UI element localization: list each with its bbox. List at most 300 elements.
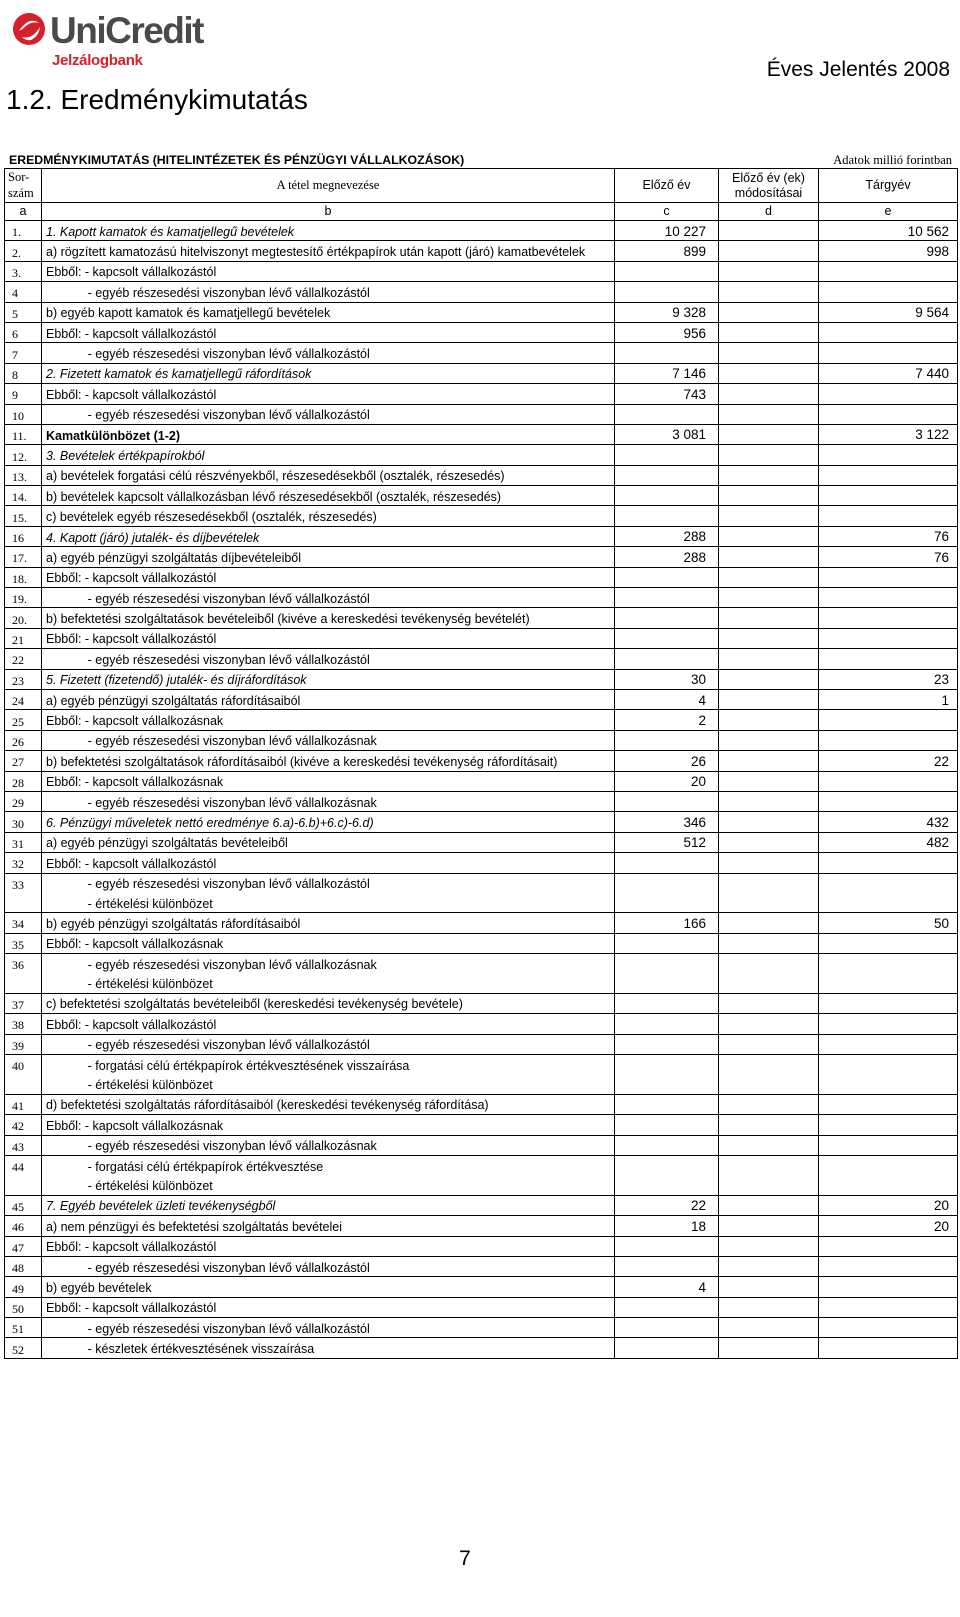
row-number-cell: 18. bbox=[5, 567, 42, 587]
row-number-cell: 48 bbox=[5, 1256, 42, 1276]
current-year-value-cell: 20 bbox=[819, 1195, 958, 1215]
row-number-cell: 45 bbox=[5, 1195, 42, 1215]
row-number-cell bbox=[5, 893, 42, 913]
row-number-cell: 16 bbox=[5, 526, 42, 546]
table-header-row bbox=[5, 169, 958, 203]
report-title: Éves Jelentés 2008 bbox=[766, 58, 950, 81]
row-label-cell: - egyéb részesedési viszonyban lévő vállalkozástól bbox=[42, 404, 615, 424]
table-row bbox=[5, 853, 958, 873]
row-number-cell: 39 bbox=[5, 1034, 42, 1054]
table-row bbox=[5, 465, 958, 485]
current-year-value-cell bbox=[819, 628, 958, 648]
row-label-cell: Ebből: - kapcsolt vállalkozásnak bbox=[42, 771, 615, 791]
row-label-cell: Ebből: - kapcsolt vállalkozástól bbox=[42, 853, 615, 873]
adjustment-value-cell bbox=[719, 343, 819, 363]
adjustment-value-cell bbox=[719, 1195, 819, 1215]
adjustment-value-cell bbox=[719, 1318, 819, 1338]
logo-subtext: Jelzálogbank bbox=[52, 52, 143, 69]
adjustment-value-cell bbox=[719, 954, 819, 974]
column-header-name: A tétel megnevezése bbox=[42, 169, 615, 203]
prev-year-value-cell bbox=[615, 1155, 719, 1175]
income-statement-table bbox=[4, 168, 958, 1359]
adjustment-value-cell bbox=[719, 1277, 819, 1297]
row-label-cell: - egyéb részesedési viszonyban lévő vállalkozásnak bbox=[42, 730, 615, 750]
row-number-cell: 1. bbox=[5, 221, 42, 241]
row-number-cell: 7 bbox=[5, 343, 42, 363]
table-row bbox=[5, 282, 958, 302]
table-row bbox=[5, 954, 958, 974]
adjustment-value-cell bbox=[719, 689, 819, 709]
row-number-cell: 12. bbox=[5, 445, 42, 465]
current-year-value-cell bbox=[819, 1014, 958, 1034]
current-year-value-cell bbox=[819, 1256, 958, 1276]
current-year-value-cell bbox=[819, 954, 958, 974]
current-year-value-cell bbox=[819, 730, 958, 750]
row-number-cell: 8 bbox=[5, 363, 42, 383]
prev-year-value-cell: 30 bbox=[615, 669, 719, 689]
current-year-value-cell: 9 564 bbox=[819, 302, 958, 322]
row-label-cell: - egyéb részesedési viszonyban lévő vállalkozástól bbox=[42, 1034, 615, 1054]
table-row bbox=[5, 1297, 958, 1317]
current-year-value-cell bbox=[819, 1155, 958, 1175]
current-year-value-cell bbox=[819, 1175, 958, 1195]
row-number-cell: 17. bbox=[5, 547, 42, 567]
adjustment-value-cell bbox=[719, 913, 819, 933]
current-year-value-cell: 50 bbox=[819, 913, 958, 933]
row-number-cell: 4 bbox=[5, 282, 42, 302]
adjustment-value-cell bbox=[719, 669, 819, 689]
row-label-cell: d) befektetési szolgáltatás ráfordításaiból (kereskedési tevékenység ráfordítása) bbox=[42, 1094, 615, 1114]
table-row bbox=[5, 751, 958, 771]
row-number-cell: 19. bbox=[5, 588, 42, 608]
prev-year-value-cell: 4 bbox=[615, 1277, 719, 1297]
row-number-cell: 23 bbox=[5, 669, 42, 689]
row-label-cell: a) egyéb pénzügyi szolgáltatás díjbevételeiből bbox=[42, 547, 615, 567]
row-number-cell: 25 bbox=[5, 710, 42, 730]
current-year-value-cell bbox=[819, 608, 958, 628]
table-row bbox=[5, 241, 958, 261]
row-number-cell: 6 bbox=[5, 322, 42, 342]
row-number-cell: 37 bbox=[5, 993, 42, 1013]
table-row bbox=[5, 567, 958, 587]
row-number-cell: 15. bbox=[5, 506, 42, 526]
prev-year-value-cell bbox=[615, 608, 719, 628]
table-row bbox=[5, 1094, 958, 1114]
adjustment-value-cell bbox=[719, 567, 819, 587]
prev-year-value-cell bbox=[615, 933, 719, 953]
table-row bbox=[5, 1175, 958, 1195]
adjustment-value-cell bbox=[719, 873, 819, 893]
row-label-cell: Ebből: - kapcsolt vállalkozástól bbox=[42, 384, 615, 404]
current-year-value-cell: 20 bbox=[819, 1216, 958, 1236]
current-year-value-cell bbox=[819, 465, 958, 485]
adjustment-value-cell bbox=[719, 363, 819, 383]
adjustment-value-cell bbox=[719, 384, 819, 404]
current-year-value-cell bbox=[819, 506, 958, 526]
table-row bbox=[5, 649, 958, 669]
prev-year-value-cell: 10 227 bbox=[615, 221, 719, 241]
table-row bbox=[5, 1236, 958, 1256]
adjustment-value-cell bbox=[719, 853, 819, 873]
current-year-value-cell bbox=[819, 322, 958, 342]
prev-year-value-cell: 18 bbox=[615, 1216, 719, 1236]
current-year-value-cell: 482 bbox=[819, 832, 958, 852]
column-letter-row bbox=[5, 203, 958, 221]
row-number-cell bbox=[5, 1175, 42, 1195]
column-header-curr: Tárgyév bbox=[819, 169, 958, 203]
current-year-value-cell: 3 122 bbox=[819, 424, 958, 444]
current-year-value-cell bbox=[819, 1115, 958, 1135]
page-number: 7 bbox=[459, 1547, 471, 1570]
adjustment-value-cell bbox=[719, 221, 819, 241]
current-year-value-cell: 1 bbox=[819, 689, 958, 709]
adjustment-value-cell bbox=[719, 1256, 819, 1276]
current-year-value-cell bbox=[819, 973, 958, 993]
row-label-cell: - egyéb részesedési viszonyban lévő vállalkozásnak bbox=[42, 791, 615, 811]
table-row bbox=[5, 486, 958, 506]
adjustment-value-cell bbox=[719, 730, 819, 750]
row-number-cell: 32 bbox=[5, 853, 42, 873]
table-row bbox=[5, 1014, 958, 1034]
current-year-value-cell bbox=[819, 404, 958, 424]
current-year-value-cell bbox=[819, 567, 958, 587]
prev-year-value-cell bbox=[615, 567, 719, 587]
prev-year-value-cell bbox=[615, 1318, 719, 1338]
current-year-value-cell: 23 bbox=[819, 669, 958, 689]
row-number-cell: 30 bbox=[5, 812, 42, 832]
current-year-value-cell bbox=[819, 1277, 958, 1297]
row-label-cell: 1. Kapott kamatok és kamatjellegű bevételek bbox=[42, 221, 615, 241]
prev-year-value-cell bbox=[615, 973, 719, 993]
prev-year-value-cell bbox=[615, 1115, 719, 1135]
column-letter-d: d bbox=[719, 203, 819, 221]
row-label-cell: - egyéb részesedési viszonyban lévő vállalkozástól bbox=[42, 1256, 615, 1276]
current-year-value-cell bbox=[819, 261, 958, 281]
current-year-value-cell bbox=[819, 384, 958, 404]
adjustment-value-cell bbox=[719, 1216, 819, 1236]
adjustment-value-cell bbox=[719, 1115, 819, 1135]
table-row bbox=[5, 791, 958, 811]
row-number-cell: 46 bbox=[5, 1216, 42, 1236]
current-year-value-cell: 22 bbox=[819, 751, 958, 771]
table-row bbox=[5, 261, 958, 281]
table-row bbox=[5, 221, 958, 241]
row-label-cell: - készletek értékvesztésének visszaírása bbox=[42, 1338, 615, 1358]
table-row bbox=[5, 771, 958, 791]
row-label-cell: Ebből: - kapcsolt vállalkozástól bbox=[42, 1297, 615, 1317]
row-label-cell: - egyéb részesedési viszonyban lévő vállalkozásnak bbox=[42, 954, 615, 974]
table-row bbox=[5, 1055, 958, 1075]
prev-year-value-cell bbox=[615, 853, 719, 873]
row-label-cell: - egyéb részesedési viszonyban lévő vállalkozásnak bbox=[42, 1135, 615, 1155]
row-number-cell: 36 bbox=[5, 954, 42, 974]
row-label-cell: b) egyéb bevételek bbox=[42, 1277, 615, 1297]
adjustment-value-cell bbox=[719, 547, 819, 567]
page-title: 1.2. Eredménykimutatás bbox=[6, 84, 308, 115]
current-year-value-cell bbox=[819, 1055, 958, 1075]
column-letter-e: e bbox=[819, 203, 958, 221]
table-row bbox=[5, 710, 958, 730]
row-number-cell: 24 bbox=[5, 689, 42, 709]
table-row bbox=[5, 1034, 958, 1054]
current-year-value-cell: 76 bbox=[819, 526, 958, 546]
row-label-cell: a) egyéb pénzügyi szolgáltatás bevételeiből bbox=[42, 832, 615, 852]
adjustment-value-cell bbox=[719, 791, 819, 811]
row-label-cell: - egyéb részesedési viszonyban lévő vállalkozástól bbox=[42, 588, 615, 608]
row-number-cell: 2. bbox=[5, 241, 42, 261]
table-row bbox=[5, 893, 958, 913]
prev-year-value-cell bbox=[615, 1014, 719, 1034]
row-number-cell: 3. bbox=[5, 261, 42, 281]
row-label-cell: - egyéb részesedési viszonyban lévő vállalkozástól bbox=[42, 873, 615, 893]
row-number-cell: 26 bbox=[5, 730, 42, 750]
adjustment-value-cell bbox=[719, 1338, 819, 1358]
table-row bbox=[5, 832, 958, 852]
prev-year-value-cell bbox=[615, 893, 719, 913]
prev-year-value-cell bbox=[615, 486, 719, 506]
prev-year-value-cell bbox=[615, 445, 719, 465]
row-label-cell: 4. Kapott (járó) jutalék- és díjbevételek bbox=[42, 526, 615, 546]
row-label-cell: - egyéb részesedési viszonyban lévő vállalkozástól bbox=[42, 343, 615, 363]
row-number-cell: 11. bbox=[5, 424, 42, 444]
current-year-value-cell: 7 440 bbox=[819, 363, 958, 383]
adjustment-value-cell bbox=[719, 1297, 819, 1317]
row-label-cell: Ebből: - kapcsolt vállalkozástól bbox=[42, 1236, 615, 1256]
row-label-cell: - értékelési különbözet bbox=[42, 1074, 615, 1094]
unit-note: Adatok millió forintban bbox=[833, 153, 952, 167]
current-year-value-cell bbox=[819, 873, 958, 893]
table-row bbox=[5, 730, 958, 750]
table-row bbox=[5, 1318, 958, 1338]
prev-year-value-cell: 9 328 bbox=[615, 302, 719, 322]
row-number-cell: 52 bbox=[5, 1338, 42, 1358]
row-number-cell: 20. bbox=[5, 608, 42, 628]
current-year-value-cell bbox=[819, 588, 958, 608]
adjustment-value-cell bbox=[719, 710, 819, 730]
prev-year-value-cell: 288 bbox=[615, 547, 719, 567]
row-number-cell: 43 bbox=[5, 1135, 42, 1155]
prev-year-value-cell bbox=[615, 873, 719, 893]
table-row bbox=[5, 302, 958, 322]
row-number-cell: 5 bbox=[5, 302, 42, 322]
prev-year-value-cell bbox=[615, 628, 719, 648]
adjustment-value-cell bbox=[719, 751, 819, 771]
table-row bbox=[5, 933, 958, 953]
table-row bbox=[5, 1256, 958, 1276]
adjustment-value-cell bbox=[719, 1236, 819, 1256]
prev-year-value-cell bbox=[615, 343, 719, 363]
row-label-cell: Ebből: - kapcsolt vállalkozástól bbox=[42, 628, 615, 648]
prev-year-value-cell: 956 bbox=[615, 322, 719, 342]
prev-year-value-cell bbox=[615, 649, 719, 669]
current-year-value-cell bbox=[819, 710, 958, 730]
row-label-cell: 2. Fizetett kamatok és kamatjellegű ráfordítások bbox=[42, 363, 615, 383]
table-row bbox=[5, 343, 958, 363]
adjustment-value-cell bbox=[719, 486, 819, 506]
current-year-value-cell bbox=[819, 1094, 958, 1114]
adjustment-value-cell bbox=[719, 302, 819, 322]
column-letter-c: c bbox=[615, 203, 719, 221]
unicredit-logo bbox=[12, 10, 212, 72]
prev-year-value-cell bbox=[615, 282, 719, 302]
adjustment-value-cell bbox=[719, 404, 819, 424]
table-row bbox=[5, 384, 958, 404]
row-number-cell: 35 bbox=[5, 933, 42, 953]
adjustment-value-cell bbox=[719, 322, 819, 342]
table-row bbox=[5, 1338, 958, 1358]
current-year-value-cell bbox=[819, 282, 958, 302]
current-year-value-cell bbox=[819, 791, 958, 811]
current-year-value-cell bbox=[819, 1297, 958, 1317]
current-year-value-cell bbox=[819, 1338, 958, 1358]
row-label-cell: - egyéb részesedési viszonyban lévő vállalkozástól bbox=[42, 282, 615, 302]
current-year-value-cell: 10 562 bbox=[819, 221, 958, 241]
table-row bbox=[5, 322, 958, 342]
row-number-cell bbox=[5, 973, 42, 993]
row-label-cell: - forgatási célú értékpapírok értékvesztésének visszaírása bbox=[42, 1055, 615, 1075]
prev-year-value-cell bbox=[615, 1055, 719, 1075]
row-label-cell: Ebből: - kapcsolt vállalkozástól bbox=[42, 1014, 615, 1034]
table-row bbox=[5, 913, 958, 933]
prev-year-value-cell: 4 bbox=[615, 689, 719, 709]
prev-year-value-cell bbox=[615, 1074, 719, 1094]
table-row bbox=[5, 1195, 958, 1215]
table-row bbox=[5, 1135, 958, 1155]
current-year-value-cell bbox=[819, 486, 958, 506]
adjustment-value-cell bbox=[719, 445, 819, 465]
row-number-cell: 41 bbox=[5, 1094, 42, 1114]
row-label-cell: 5. Fizetett (fizetendő) jutalék- és díjráfordítások bbox=[42, 669, 615, 689]
current-year-value-cell bbox=[819, 1074, 958, 1094]
table-row bbox=[5, 628, 958, 648]
row-label-cell: b) befektetési szolgáltatások bevételeiből (kivéve a kereskedési tevékenység bevételét) bbox=[42, 608, 615, 628]
current-year-value-cell bbox=[819, 893, 958, 913]
prev-year-value-cell: 166 bbox=[615, 913, 719, 933]
table-row bbox=[5, 526, 958, 546]
unicredit-logo-icon bbox=[12, 12, 46, 46]
row-label-cell: a) nem pénzügyi és befektetési szolgáltatás bevételei bbox=[42, 1216, 615, 1236]
current-year-value-cell: 76 bbox=[819, 547, 958, 567]
current-year-value-cell bbox=[819, 649, 958, 669]
current-year-value-cell bbox=[819, 1034, 958, 1054]
row-label-cell: b) befektetési szolgáltatások ráfordításaiból (kivéve a kereskedési tevékenység ráfordításait) bbox=[42, 751, 615, 771]
row-number-cell: 50 bbox=[5, 1297, 42, 1317]
table-row bbox=[5, 873, 958, 893]
prev-year-value-cell bbox=[615, 1236, 719, 1256]
row-number-cell: 21 bbox=[5, 628, 42, 648]
row-label-cell: 6. Pénzügyi műveletek nettó eredménye 6.a)-6.b)+6.c)-6.d) bbox=[42, 812, 615, 832]
prev-year-value-cell: 346 bbox=[615, 812, 719, 832]
prev-year-value-cell: 743 bbox=[615, 384, 719, 404]
column-letter-b: b bbox=[42, 203, 615, 221]
prev-year-value-cell: 3 081 bbox=[615, 424, 719, 444]
table-row bbox=[5, 973, 958, 993]
table-row bbox=[5, 506, 958, 526]
prev-year-value-cell: 26 bbox=[615, 751, 719, 771]
adjustment-value-cell bbox=[719, 1175, 819, 1195]
prev-year-value-cell bbox=[615, 1256, 719, 1276]
row-number-cell: 31 bbox=[5, 832, 42, 852]
current-year-value-cell: 998 bbox=[819, 241, 958, 261]
row-label-cell: b) egyéb pénzügyi szolgáltatás ráfordításaiból bbox=[42, 913, 615, 933]
column-letter-a: a bbox=[5, 203, 42, 221]
row-number-cell: 29 bbox=[5, 791, 42, 811]
row-label-cell: a) egyéb pénzügyi szolgáltatás ráfordításaiból bbox=[42, 689, 615, 709]
prev-year-value-cell: 22 bbox=[615, 1195, 719, 1215]
row-label-cell: Ebből: - kapcsolt vállalkozástól bbox=[42, 567, 615, 587]
adjustment-value-cell bbox=[719, 1155, 819, 1175]
row-label-cell: c) befektetési szolgáltatás bevételeiből (kereskedési tevékenység bevétele) bbox=[42, 993, 615, 1013]
table-row bbox=[5, 1216, 958, 1236]
prev-year-value-cell bbox=[615, 954, 719, 974]
row-label-cell: b) bevételek kapcsolt vállalkozásban lévő részesedésekből (osztalék, részesedés) bbox=[42, 486, 615, 506]
logo-name: UniCredit bbox=[50, 10, 203, 51]
prev-year-value-cell bbox=[615, 465, 719, 485]
row-number-cell: 27 bbox=[5, 751, 42, 771]
row-label-cell: Ebből: - kapcsolt vállalkozásnak bbox=[42, 1115, 615, 1135]
adjustment-value-cell bbox=[719, 993, 819, 1013]
prev-year-value-cell bbox=[615, 261, 719, 281]
current-year-value-cell bbox=[819, 1236, 958, 1256]
table-row bbox=[5, 445, 958, 465]
table-row bbox=[5, 1115, 958, 1135]
row-label-cell: - forgatási célú értékpapírok értékvesztése bbox=[42, 1155, 615, 1175]
table-caption: EREDMÉNYKIMUTATÁS (HITELINTÉZETEK ÉS PÉNZÜGYI VÁLLALKOZÁSOK) bbox=[9, 153, 465, 167]
table-row bbox=[5, 404, 958, 424]
adjustment-value-cell bbox=[719, 973, 819, 993]
table-row bbox=[5, 608, 958, 628]
adjustment-value-cell bbox=[719, 649, 819, 669]
prev-year-value-cell bbox=[615, 791, 719, 811]
current-year-value-cell bbox=[819, 1318, 958, 1338]
table-row bbox=[5, 1155, 958, 1175]
prev-year-value-cell bbox=[615, 730, 719, 750]
prev-year-value-cell bbox=[615, 1094, 719, 1114]
prev-year-value-cell bbox=[615, 588, 719, 608]
table-row bbox=[5, 1074, 958, 1094]
adjustment-value-cell bbox=[719, 933, 819, 953]
row-label-cell: 3. Bevételek értékpapírokból bbox=[42, 445, 615, 465]
column-header-no-text: Sor- szám bbox=[8, 169, 34, 200]
column-header-no bbox=[5, 169, 42, 203]
row-number-cell: 13. bbox=[5, 465, 42, 485]
row-label-cell: - egyéb részesedési viszonyban lévő vállalkozástól bbox=[42, 649, 615, 669]
adjustment-value-cell bbox=[719, 526, 819, 546]
prev-year-value-cell bbox=[615, 1297, 719, 1317]
row-label-cell: - értékelési különbözet bbox=[42, 973, 615, 993]
adjustment-value-cell bbox=[719, 832, 819, 852]
row-number-cell: 10 bbox=[5, 404, 42, 424]
row-number-cell: 33 bbox=[5, 873, 42, 893]
adjustment-value-cell bbox=[719, 424, 819, 444]
row-label-cell: Ebből: - kapcsolt vállalkozásnak bbox=[42, 710, 615, 730]
prev-year-value-cell bbox=[615, 404, 719, 424]
prev-year-value-cell: 899 bbox=[615, 241, 719, 261]
row-label-cell: c) bevételek egyéb részesedésekből (osztalék, részesedés) bbox=[42, 506, 615, 526]
adjustment-value-cell bbox=[719, 588, 819, 608]
adjustment-value-cell bbox=[719, 893, 819, 913]
row-label-cell: Ebből: - kapcsolt vállalkozásnak bbox=[42, 933, 615, 953]
adjustment-value-cell bbox=[719, 1074, 819, 1094]
current-year-value-cell bbox=[819, 1135, 958, 1155]
row-number-cell: 44 bbox=[5, 1155, 42, 1175]
prev-year-value-cell: 20 bbox=[615, 771, 719, 791]
adjustment-value-cell bbox=[719, 628, 819, 648]
prev-year-value-cell bbox=[615, 1175, 719, 1195]
row-label-cell: 7. Egyéb bevételek üzleti tevékenységből bbox=[42, 1195, 615, 1215]
row-number-cell: 49 bbox=[5, 1277, 42, 1297]
adjustment-value-cell bbox=[719, 771, 819, 791]
